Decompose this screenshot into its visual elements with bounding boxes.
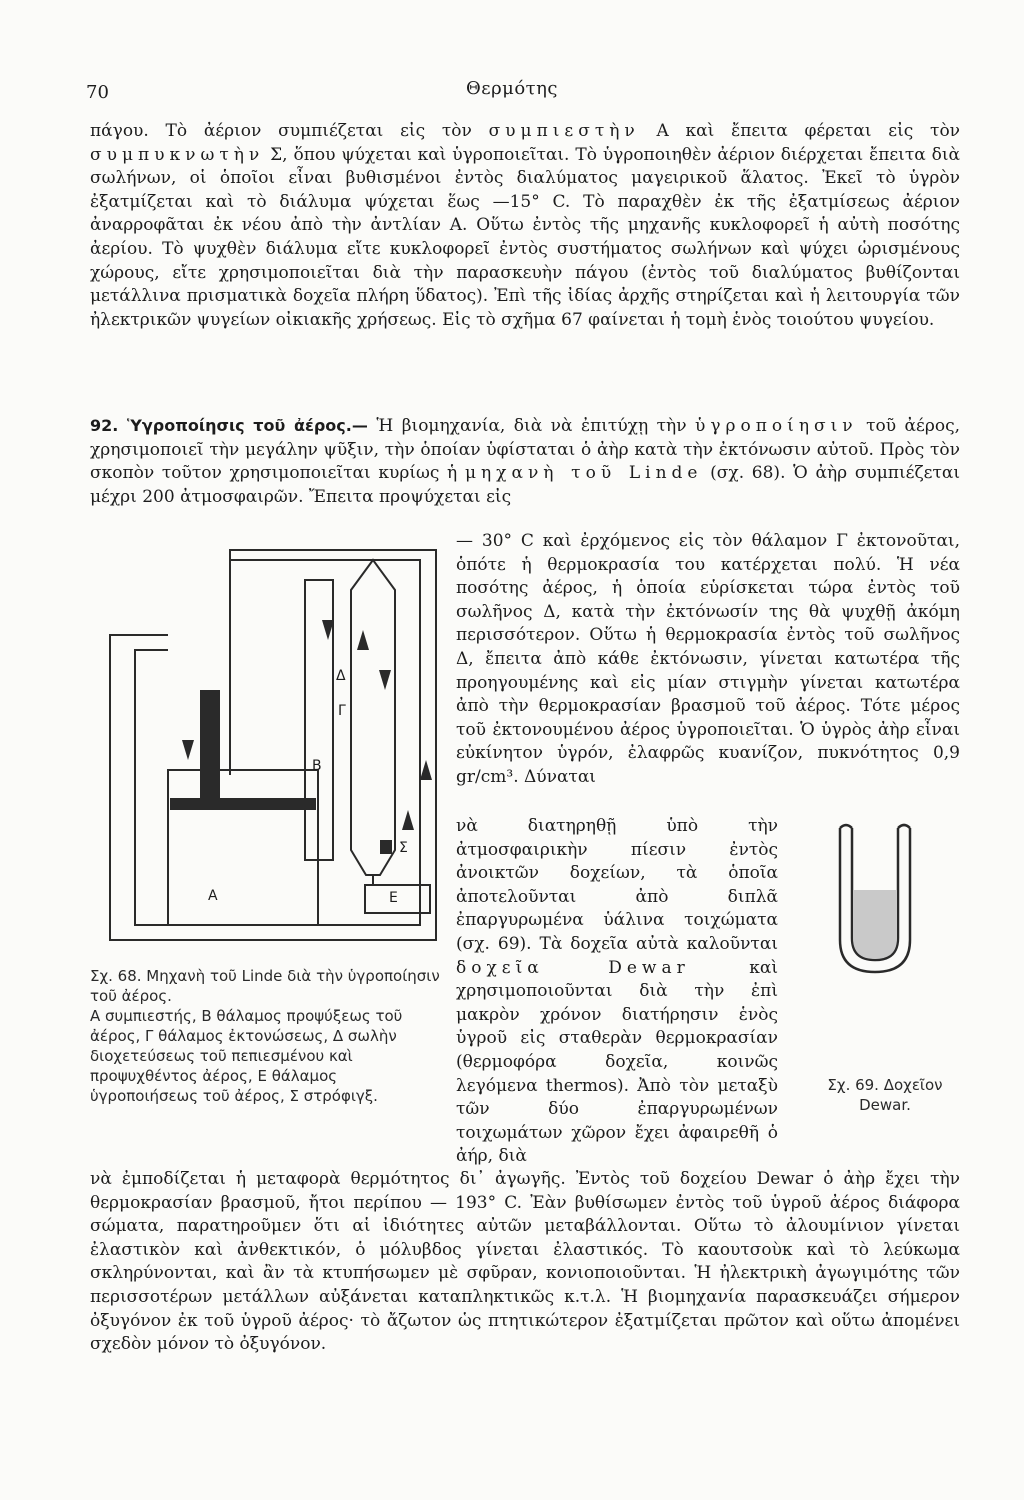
term-compressor: συμπιεστὴν	[488, 121, 640, 141]
piston-rod	[200, 690, 220, 800]
section-text-narrow-2: καὶ χρησιμοποιοῦνται διὰ τὴν ἐπὶ μακρὸν χρόνον διατήρησιν ἑνὸς ὑγροῦ εἰς σταθερὰν θερμοκρασίαν (θερμοφόρα δοχεῖα, κοινῶς λεγόμενα thermos). Ἀπὸ τὸν μεταξὺ τῶν δύο ἐπαργυρωμένων τοιχωμάτων χῶρον ἔχει ἀφαιρεθῆ ὁ ἀήρ, διὰ	[456, 957, 778, 1167]
piston-head	[170, 798, 316, 810]
term-linde-machine: μηχανὴ τοῦ Linde	[464, 463, 703, 484]
intro-text-3: Σ, ὅπου ψύχεται καὶ ὑγροποιεῖται. Τὸ ὑγροποιηθὲν ἀέριον διέρχεται ἔπειτα διὰ σωλήνων, οἱ ὁποῖοι εἶναι βυθισμένοι ἐντὸς διαλύματος μαγειρικοῦ ἅλατος. Ἐκεῖ τὸ ὑγρὸν ἐξατμίζεται καὶ τὸ διάλυμα ψύχεται ἕως —15° C. Τὸ παραχθὲν ἐκ τῆς ἐξατμίσεως ἀέριον ἀναρροφᾶται ἐκ νέου ἀπὸ τὴν ἀντλίαν Α. Οὕτω ἐντὸς τῆς μηχανῆς κυκλοφορεῖ ἡ αὐτὴ ποσότης ἀερίου. Τὸ ψυχθὲν διάλυμα εἴτε κυκλοφορεῖ ἐντὸς συστήματος σωλήνων καὶ ψύχει ὡρισμένους χώρους, εἴτε χρησιμοποιεῖται διὰ τὴν παρασκευὴν πάγου (ἐντὸς τοῦ διαλύματος βυθίζονται μετάλλινα πρισματικὰ δοχεῖα πλήρη ὕδατος). Ἐπὶ τῆς ἰδίας ἀρχῆς στηρίζεται καὶ ἡ λειτουργία τῶν ἠλεκτρικῶν ψυγείων οἰκιακῆς χρήσεως. Εἰς τὸ σχῆμα 67 φαίνεται ἡ τομὴ ἑνὸς τοιούτου ψυγείου.	[90, 144, 960, 330]
section-text-3: (σχ. 68). Ὁ ἀὴρ συμπιέζεται μέχρι 200 ἀτμοσφαιρῶν. Ἔπειτα προψύχεται εἰς	[90, 463, 961, 507]
figure-68-linde-machine	[90, 530, 450, 960]
section-text-narrow-1: νὰ διατηρηθῇ ὑπὸ τὴν ἀτμοσφαιρικὴν πίεσιν ἐντὸς ἀνοικτῶν δοχείων, τὰ ὁποῖα ἀποτελοῦνται ἀπὸ διπλᾶ ἐπαργυρωμένα ὑάλινα τοιχώματα (σχ. 69). Τὰ δοχεῖα αὐτὰ καλοῦνται	[456, 816, 778, 954]
intro-text-1: πάγου. Τὸ ἀέριον συμπιέζεται εἰς τὸν	[90, 121, 472, 141]
outer-pipe	[110, 550, 436, 940]
label-s: Σ	[399, 840, 408, 856]
intro-text-2: Α καὶ ἔπειτα φέρεται εἰς τὸν	[656, 121, 961, 141]
intro-paragraph	[90, 120, 960, 332]
section-92-bottom	[90, 1168, 960, 1357]
arrow-up-3	[402, 810, 414, 830]
linde-machine-diagram	[90, 530, 450, 960]
term-condenser: συμπυκνωτὴν	[90, 144, 265, 165]
section-text-2: τοῦ ἀέρος, χρησιμοποιεῖ τὴν μεγάλην ψῦξιν, τὴν ὁποίαν ὑφίσταται ὁ ἀὴρ κατὰ τὴν ἐκτόνωσιν αὐτοῦ. Πρὸς τὸν σκοπὸν τοῦτον χρησιμοποιεῖται κυρίως ἡ	[90, 416, 961, 484]
figure-69-dewar-flask	[830, 820, 940, 980]
arrow-up-2	[420, 760, 432, 780]
section-92-right-column	[456, 530, 960, 790]
compressor-cylinder	[168, 770, 318, 925]
section-92-narrow-column	[456, 815, 778, 1169]
term-dewar-vessels: δοχεῖα Dewar	[456, 957, 690, 978]
label-e: E	[389, 890, 398, 906]
inner-pipe	[135, 560, 420, 925]
dewar-flask-drawing	[830, 820, 940, 980]
arrow-down-3	[379, 670, 391, 690]
label-g: Γ	[338, 703, 346, 719]
section-text-1: Ἡ βιομηχανία, διὰ νὰ ἐπιτύχῃ τὴν	[376, 416, 687, 436]
expansion-chamber	[351, 560, 395, 875]
section-text-right: — 30° C καὶ ἐρχόμενος εἰς τὸν θάλαμον Γ ἐκτονοῦται, ὁπότε ἡ θερμοκρασία του κατέρχεται πολύ. Ἡ νέα ποσότης ἀέρος, ἡ ὁποία εὑρίσκεται τώρα ἐντὸς τοῦ σωλῆνος Δ, κατὰ τὴν ἐκτόνωσίν της θὰ ψυχθῇ ἀκόμη περισσότερον. Οὕτω ἡ θερμοκρασία ἐντὸς τοῦ σωλῆνος Δ, ἔπειτα ἀπὸ κάθε ἐκτόνωσιν, γίνεται κατωτέρα τῆς προηγουμένης καὶ εἰς μίαν στιγμὴν γίνεται κατωτέρα ἀπὸ τὴν θερμοκρασίαν βρασμοῦ τοῦ ἀέρος. Τότε μέρος τοῦ ἐκτονουμένου ἀέρος ὑγροποιεῖται. Ὁ ὑγρὸς ἀὴρ εἶναι εὐκίνητον ὑγρόν, ἐλαφρῶς κυανίζον, πυκνότητος 0,9 gr/cm³. Δύναται	[456, 531, 960, 787]
rim	[840, 825, 910, 828]
figure-68-caption-title: Σχ. 68. Μηχανὴ τοῦ Linde διὰ τὴν ὑγροποίησιν τοῦ ἀέρος.	[90, 967, 440, 1005]
section-text-bottom: νὰ ἐμποδίζεται ἡ μεταφορὰ θερμότητος δι᾽ ἀγωγῆς. Ἐντὸς τοῦ δοχείου Dewar ὁ ἀὴρ ἔχει τὴν θερμοκρασίαν βρασμοῦ, ἤτοι περίπου — 193° C. Ἐὰν βυθίσωμεν ἐντὸς τοῦ ὑγροῦ ἀέρος διάφορα σώματα, παρατηροῦμεν ὅτι αἱ ἰδιότητες αὐτῶν μεταβάλλονται. Οὕτω τὸ ἀλουμίνιον γίνεται ἐλαστικὸν καὶ ἀνθεκτικόν, ὁ μόλυβδος γίνεται ἐλαστικός. Τὸ καουτσοὺκ καὶ τὸ λεύκωμα σκληρύνονται, καὶ ἂν τὰ κτυπήσωμεν μὲ σφῦραν, κονιοποιοῦνται. Ἡ ἠλεκτρικὴ ἀγωγιμότης τῶν περισσοτέρων μετάλλων αὐξάνεται καταπληκτικῶς κ.τ.λ. Ἡ βιομηχανία παρασκευάζει σήμερον ὀξυγόνον ἐκ τοῦ ὑγροῦ ἀέρος· τὸ ἄζωτον ὡς πτητικώτερον ἐξατμίζεται πρῶτον καὶ οὕτω ἀπομένει σχεδὸν μόνον τὸ ὀξυγόνον.	[90, 1169, 960, 1355]
liquid-air	[853, 890, 897, 959]
page-number: 70	[86, 82, 109, 103]
valve-handle	[380, 840, 392, 854]
term-liquefaction: ὑγροποίησιν	[695, 416, 858, 436]
figure-69-caption: Σχ. 69. Δοχεῖον Dewar.	[827, 1076, 943, 1114]
arrow-down-1	[182, 740, 194, 760]
figure-68-caption-body: Α συμπιεστής, Β θάλαμος προψύξεως τοῦ ἀέρος, Γ θάλαμος ἐκτονώσεως, Δ σωλὴν διοχετεύσεως τοῦ πεπιεσμένου καὶ προψυχθέντος ἀέρος, Ε θάλαμος ὑγροποιήσεως τοῦ ἀέρος, Σ στρόφιγξ.	[90, 1007, 403, 1105]
section-title: 92. Ὑγροποίησις τοῦ ἀέρος.—	[90, 416, 368, 435]
arrow-up-1	[357, 630, 369, 650]
label-a: A	[208, 888, 218, 904]
figure-68-caption	[90, 966, 440, 1106]
label-b: B	[312, 758, 322, 774]
section-92-intro	[90, 414, 960, 509]
running-head: Θερμότης	[465, 78, 559, 99]
label-d: Δ	[336, 668, 346, 684]
